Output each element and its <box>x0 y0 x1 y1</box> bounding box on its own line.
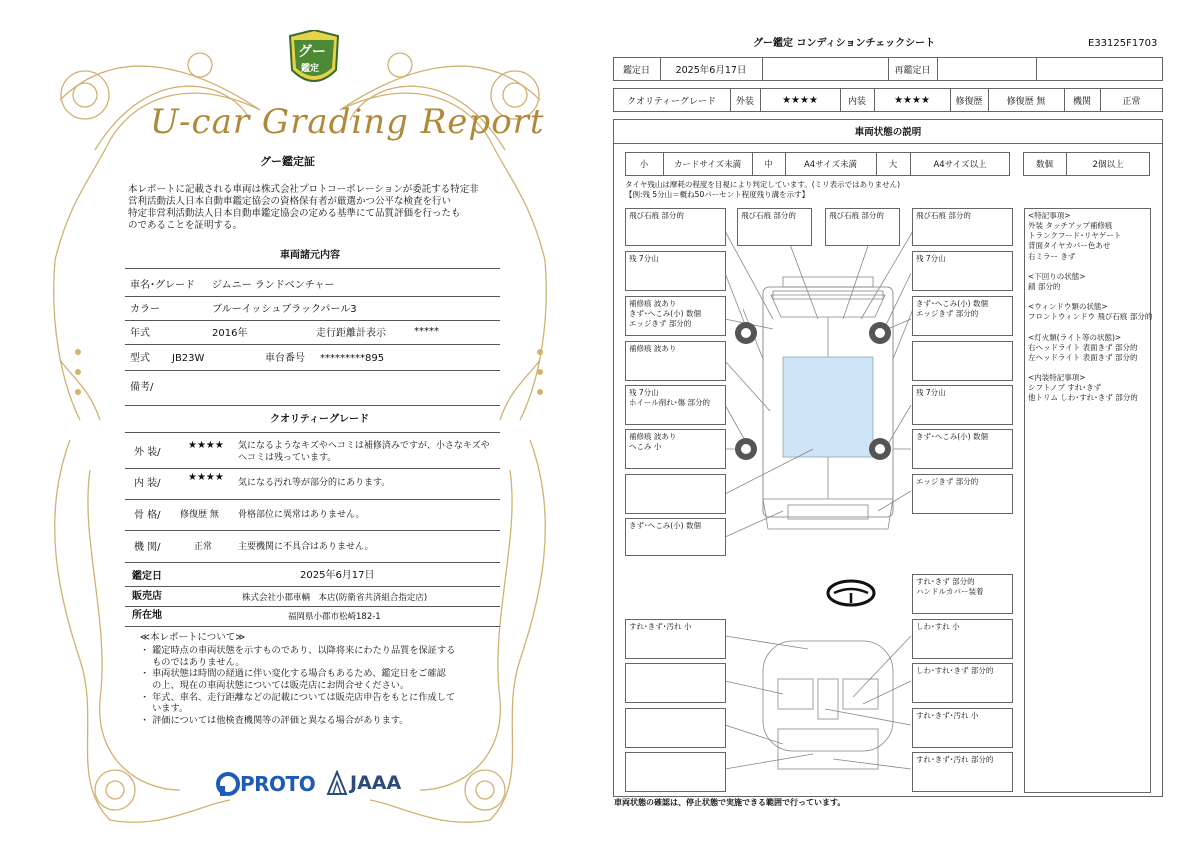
date-label: 鑑定日 <box>132 571 162 582</box>
notice-list: ・ 鑑定時点の車両状態を示すものであり、以降将来にわたり品質を保証する ものではありません。 ・ 車両状態は時間の経過に伴い変化する場合もあるため、鑑定日をご確認 の上、現在の車両状態については販売店にお問合せください。 ・ 年式、車名、走行距離などの記載については販売店申告をもとに作成して います。 ・ 評価については他検査機関等の評価と異なる場合があります。 <box>140 645 456 727</box>
color-label: カラー <box>130 304 160 315</box>
interior-box-left-1: すれ･きず･汚れ 小 <box>625 619 726 659</box>
name-label: 車名･グレード <box>130 280 195 291</box>
frame-text: 骨格部位に異常はありません。 <box>238 510 365 520</box>
count-value: 2個以上 <box>1092 160 1124 170</box>
cert-title: グー鑑定証 <box>260 155 315 168</box>
redate-label: 再鑑定日 <box>894 65 931 76</box>
jaaa-logo: JAAA <box>350 772 402 794</box>
exterior-stars: ★★★★ <box>188 440 224 451</box>
damage-box-top-1: 飛び石痕 部分的 <box>625 208 726 246</box>
mileage-value: ***** <box>414 326 439 337</box>
badge-text: グー <box>298 44 326 60</box>
dealer-value: 株式会社小郡車輌 本店(防衛省共済組合指定店) <box>242 593 428 603</box>
damage-box-right-5: きず･へこみ(小) 数個 <box>912 429 1013 469</box>
damage-box-left-7: きず･へこみ(小) 数個 <box>625 518 726 556</box>
repair-label: 修復歴 <box>955 96 983 107</box>
model-label: 型式 <box>130 353 150 364</box>
sheet-id: E33125F1703 <box>1088 38 1158 49</box>
engine-text: 主要機関に不具合はありません。 <box>238 542 374 552</box>
sheet-date-value: 2025年6月17日 <box>675 65 747 76</box>
exterior-text: 気になるようなキズやヘコミは補修済みですが、小さなキズや ヘコミは残っています。 <box>238 441 490 463</box>
tire-note-2: 【例:残 5分山＝概ね50パーセント程度残り溝を示す】 <box>625 190 810 199</box>
address-label: 所在地 <box>132 610 162 621</box>
damage-box-left-4: 残 7分山 ホイール削れ･傷 部分的 <box>625 385 726 425</box>
count-label: 数個 <box>1035 160 1053 170</box>
legend-large-desc: A4サイズ以上 <box>933 160 987 170</box>
model-value: JB23W <box>172 353 205 364</box>
sheet-date-label: 鑑定日 <box>622 65 650 76</box>
interior-box-left-4 <box>625 752 726 792</box>
special-notes: <特記事項> 外装 タッチアップ補修痕 トランクフード･リヤゲート 背面タイヤカバー色あせ 右ミラー きず <下回りの状態> 錆 部分的 <ウィンドウ類の状態> フロントウィンドウ 飛び石痕 部分的 <灯火類(ライト等の状態)> 右ヘッドライト 表面きず 部分的 左ヘッドライト 表面きず 部分的 <内装特記事項> シフトノブ すれ･きず 他トリム しわ･すれ･きず 部分的 <box>1024 208 1151 793</box>
state-title: 車両状態の説明 <box>854 127 922 138</box>
year-value: 2016年 <box>212 328 248 339</box>
legend-medium: 中 <box>764 160 773 170</box>
remarks-label: 備考/ <box>130 382 154 393</box>
ext-label: 外装 <box>735 96 754 107</box>
engine-label: 機 関/ <box>134 542 161 553</box>
sheet-footer: 車両状態の確認は、停止状態で実施できる範囲で行っています。 <box>614 798 846 807</box>
proto-logo: PROTO <box>240 772 316 796</box>
interior-box-right-2: しわ･すれ 小 <box>912 619 1013 659</box>
interior-stars: ★★★★ <box>188 472 224 483</box>
damage-box-right-1: 残 7分山 <box>912 251 1013 291</box>
interior-box-left-3 <box>625 708 726 748</box>
engine-value: 正常 <box>194 542 213 552</box>
spec-title: 車両諸元内容 <box>280 250 340 261</box>
damage-box-top-3: 飛び石痕 部分的 <box>825 208 900 246</box>
report-title: U-car Grading Report <box>150 102 545 142</box>
year-label: 年式 <box>130 328 150 339</box>
qg-label: クオリティーグレード <box>626 96 717 107</box>
ext-stars: ★★★★ <box>782 94 818 106</box>
interior-box-left-2 <box>625 663 726 703</box>
steering-wheel-icon <box>826 579 876 607</box>
frame-value: 修復歴 無 <box>180 510 219 520</box>
damage-box-left-1: 残 7分山 <box>625 251 726 291</box>
color-value: ブルーイッシュブラックパール3 <box>212 304 357 315</box>
int-label: 内装 <box>847 96 866 107</box>
damage-box-left-5: 補修痕 波あり へこみ 小 <box>625 429 726 469</box>
damage-box-right-4: 残 7分山 <box>912 385 1013 425</box>
damage-box-right-6: エッジきず 部分的 <box>912 474 1013 514</box>
damage-box-left-6 <box>625 474 726 514</box>
legend-large: 大 <box>888 160 898 170</box>
goo-badge <box>286 30 342 92</box>
name-value: ジムニー ランドベンチャー <box>212 280 335 291</box>
interior-box-right-5: すれ･きず･汚れ 部分的 <box>912 752 1013 792</box>
damage-box-right-3 <box>912 341 1013 381</box>
damage-box-left-3: 補修痕 波あり <box>625 341 726 381</box>
legend-small-desc: カードサイズ未満 <box>673 160 742 170</box>
damage-box-right-2: きず･へこみ(小) 数個 エッジきず 部分的 <box>912 296 1013 336</box>
notice-title: ≪本レポートについて≫ <box>140 632 246 643</box>
legend-medium-desc: A4サイズ未満 <box>803 160 858 170</box>
interior-box-right-4: すれ･きず･汚れ 小 <box>912 708 1013 748</box>
mileage-label: 走行距離計表示 <box>316 328 386 339</box>
badge-sub: 鑑定 <box>301 64 320 74</box>
interior-label: 内 装/ <box>134 478 161 489</box>
tire-note-1: タイヤ残山は摩耗の程度を目視により判定しています。(ミリ表示ではありません) <box>625 180 901 189</box>
proto-logo-icon <box>216 772 240 796</box>
damage-box-top-2: 飛び石痕 部分的 <box>737 208 812 246</box>
engine-value-r: 正常 <box>1122 96 1141 107</box>
address-value: 福岡県小郡市松崎182-1 <box>288 612 381 622</box>
chassis-value: *********895 <box>320 353 385 364</box>
int-stars: ★★★★ <box>894 94 930 106</box>
repair-value: 修復歴 無 <box>1006 96 1046 107</box>
interior-text: 気になる汚れ等が部分的にあります。 <box>238 478 391 488</box>
frame-label: 骨 格/ <box>134 510 161 521</box>
exterior-label: 外 装/ <box>134 447 161 458</box>
damage-box-left-2: 補修痕 波あり きず･へこみ(小) 数個 エッジきず 部分的 <box>625 296 726 336</box>
cert-body: 本レポートに記載される車両は株式会社プロトコーポレーションが委託する特定非 営利活動法人日本自動車鑑定協会の資格保有者が厳選かつ公平な検査を行い 特定非営利活動法人日本自動車鑑定協会の定める基準にて品質評価を行ったも のであることを証明する。 <box>128 184 479 231</box>
damage-box-top-4: 飛び石痕 部分的 <box>912 208 1013 246</box>
jaaa-logo-icon <box>326 770 348 796</box>
interior-box-right-1: すれ･きず 部分的 ハンドルカバー装着 <box>912 574 1013 614</box>
dealer-label: 販売店 <box>132 591 162 602</box>
legend-small: 小 <box>639 160 649 170</box>
interior-box-right-3: しわ･すれ･きず 部分的 <box>912 663 1013 703</box>
date-value: 2025年6月17日 <box>300 570 375 581</box>
quality-title: クオリティーグレード <box>270 414 369 425</box>
sheet-title: グー鑑定 コンディションチェックシート <box>753 38 936 49</box>
chassis-label: 車台番号 <box>265 353 305 364</box>
engine-label-r: 機関 <box>1072 96 1091 107</box>
